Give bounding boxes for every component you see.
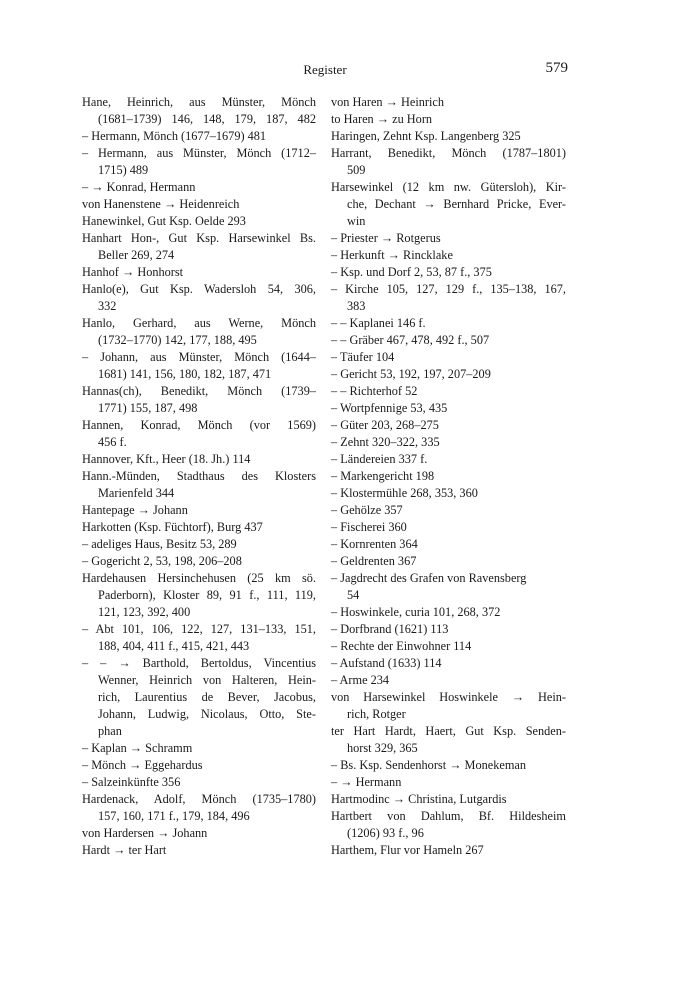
- index-line: – Kaplan → Schramm: [82, 741, 193, 755]
- index-line: von Haren → Heinrich: [331, 95, 445, 109]
- index-line: – Ländereien 337 f.: [331, 452, 428, 466]
- page-number: 579: [545, 60, 568, 76]
- index-line: win: [347, 214, 366, 228]
- index-line: – Gogericht 2, 53, 198, 206–208: [82, 554, 242, 568]
- index-line: 1681) 141, 156, 180, 182, 187, 471: [98, 367, 272, 381]
- index-line: Hartmodinc → Christina, Lutgardis: [331, 792, 507, 806]
- index-line: Hardenack, Adolf, Mönch (1735–1780): [82, 792, 316, 806]
- index-line: 332: [98, 299, 117, 313]
- index-line: (1681–1739) 146, 148, 179, 187, 482: [98, 112, 316, 126]
- index-line: – Herkunft → Rincklake: [331, 248, 453, 262]
- index-line: – Hoswinkele, curia 101, 268, 372: [331, 605, 501, 619]
- index-line: – → Konrad, Hermann: [82, 180, 196, 194]
- page-header: [82, 62, 568, 82]
- index-line: – Hermann, aus Münster, Mönch (1712–: [82, 146, 316, 160]
- index-line: von Hardersen → Johann: [82, 826, 208, 840]
- index-line: Hardt → ter Hart: [82, 843, 167, 857]
- index-line: 1771) 155, 187, 498: [98, 401, 198, 415]
- index-line: – Zehnt 320–322, 335: [331, 435, 440, 449]
- index-line: Hartbert von Dahlum, Bf. Hildesheim: [331, 809, 566, 823]
- right-column: [331, 94, 566, 859]
- index-line: Johann, Ludwig, Nicolaus, Otto, Ste-: [98, 707, 316, 721]
- index-line: – → Hermann: [331, 775, 402, 789]
- index-line: horst 329, 365: [347, 741, 418, 755]
- index-line: Wenner, Heinrich von Halteren, Hein-: [98, 673, 316, 687]
- index-line: Hannover, Kft., Heer (18. Jh.) 114: [82, 452, 251, 466]
- index-line: – Mönch → Eggehardus: [82, 758, 203, 772]
- index-line: 188, 404, 411 f., 415, 421, 443: [98, 639, 250, 653]
- index-line: Paderborn), Kloster 89, 91 f., 111, 119,: [98, 588, 316, 602]
- index-line: rich, Laurentius de Bever, Jacobus,: [98, 690, 316, 704]
- index-line: Marienfeld 344: [98, 486, 175, 500]
- index-line: – Fischerei 360: [331, 520, 407, 534]
- index-line: – Rechte der Einwohner 114: [331, 639, 472, 653]
- index-line: – adeliges Haus, Besitz 53, 289: [82, 537, 237, 551]
- index-line: Hannas(ch), Benedikt, Mönch (1739–: [82, 384, 316, 398]
- index-line: von Hanenstene → Heidenreich: [82, 197, 240, 211]
- index-line: che, Dechant → Bernhard Pricke, Ever-: [347, 197, 566, 211]
- index-line: Hanlo(e), Gut Ksp. Wadersloh 54, 306,: [82, 282, 316, 296]
- index-line: 1715) 489: [98, 163, 149, 177]
- index-line: von Harsewinkel Hoswinkele → Hein-: [331, 690, 566, 704]
- running-title: Register: [303, 62, 347, 77]
- index-line: – – → Barthold, Bertoldus, Vincentius: [82, 656, 316, 670]
- index-line: Hannen, Konrad, Mönch (vor 1569): [82, 418, 316, 432]
- index-line: – Aufstand (1633) 114: [331, 656, 442, 670]
- index-line: 54: [347, 588, 360, 602]
- index-line: Hanhof → Honhorst: [82, 265, 184, 279]
- index-line: Hardehausen Hersinchehusen (25 km sö.: [82, 571, 316, 585]
- index-line: Hanlo, Gerhard, aus Werne, Mönch: [82, 316, 316, 330]
- index-line: – Abt 101, 106, 122, 127, 131–133, 151,: [82, 622, 316, 636]
- index-line: – Salzeinkünfte 356: [82, 775, 181, 789]
- index-line: – Güter 203, 268–275: [331, 418, 439, 432]
- index-line: – Gehölze 357: [331, 503, 403, 517]
- index-line: Beller 269, 274: [98, 248, 175, 262]
- index-line: – Jagdrecht des Grafen von Ravensberg: [331, 571, 527, 585]
- index-line: Hann.-Münden, Stadthaus des Klosters: [82, 469, 316, 483]
- index-line: (1732–1770) 142, 177, 188, 495: [98, 333, 257, 347]
- index-line: – Kornrenten 364: [331, 537, 418, 551]
- index-line: 509: [347, 163, 366, 177]
- index-line: – Dorfbrand (1621) 113: [331, 622, 449, 636]
- index-line: Harsewinkel (12 km nw. Gütersloh), Kir-: [331, 180, 566, 194]
- index-line: – – Gräber 467, 478, 492 f., 507: [331, 333, 490, 347]
- index-line: 383: [347, 299, 366, 313]
- index-line: 456 f.: [98, 435, 127, 449]
- index-line: – Gericht 53, 192, 197, 207–209: [331, 367, 491, 381]
- index-line: 121, 123, 392, 400: [98, 605, 191, 619]
- index-line: Harkotten (Ksp. Füchtorf), Burg 437: [82, 520, 263, 534]
- index-line: Hane, Heinrich, aus Münster, Mönch: [82, 95, 316, 109]
- index-line: – Ksp. und Dorf 2, 53, 87 f., 375: [331, 265, 492, 279]
- index-line: Hanewinkel, Gut Ksp. Oelde 293: [82, 214, 246, 228]
- index-line: – – Richterhof 52: [331, 384, 418, 398]
- left-column: [82, 94, 316, 859]
- index-line: ter Hart Hardt, Haert, Gut Ksp. Senden-: [331, 724, 566, 738]
- index-line: – Kirche 105, 127, 129 f., 135–138, 167,: [331, 282, 566, 296]
- index-line: – Arme 234: [331, 673, 390, 687]
- index-line: – Klostermühle 268, 353, 360: [331, 486, 478, 500]
- index-line: – Markengericht 198: [331, 469, 435, 483]
- index-line: – Wortpfennige 53, 435: [331, 401, 448, 415]
- index-line: 157, 160, 171 f., 179, 184, 496: [98, 809, 250, 823]
- index-line: – Bs. Ksp. Sendenhorst → Monekeman: [331, 758, 527, 772]
- index-line: – Geldrenten 367: [331, 554, 417, 568]
- index-line: Harrant, Benedikt, Mönch (1787–1801): [331, 146, 566, 160]
- index-line: Haringen, Zehnt Ksp. Langenberg 325: [331, 129, 521, 143]
- index-line: Hantepage → Johann: [82, 503, 188, 517]
- index-line: Hanhart Hon-, Gut Ksp. Harsewinkel Bs.: [82, 231, 316, 245]
- index-line: rich, Rotger: [347, 707, 406, 721]
- index-line: – Hermann, Mönch (1677–1679) 481: [82, 129, 267, 143]
- index-line: – – Kaplanei 146 f.: [331, 316, 426, 330]
- index-line: – Täufer 104: [331, 350, 395, 364]
- index-line: Harthem, Flur vor Hameln 267: [331, 843, 484, 857]
- index-line: – Priester → Rotgerus: [331, 231, 441, 245]
- index-line: to Haren → zu Horn: [331, 112, 433, 126]
- index-line: phan: [98, 724, 122, 738]
- index-line: (1206) 93 f., 96: [347, 826, 424, 840]
- index-line: – Johann, aus Münster, Mönch (1644–: [82, 350, 316, 364]
